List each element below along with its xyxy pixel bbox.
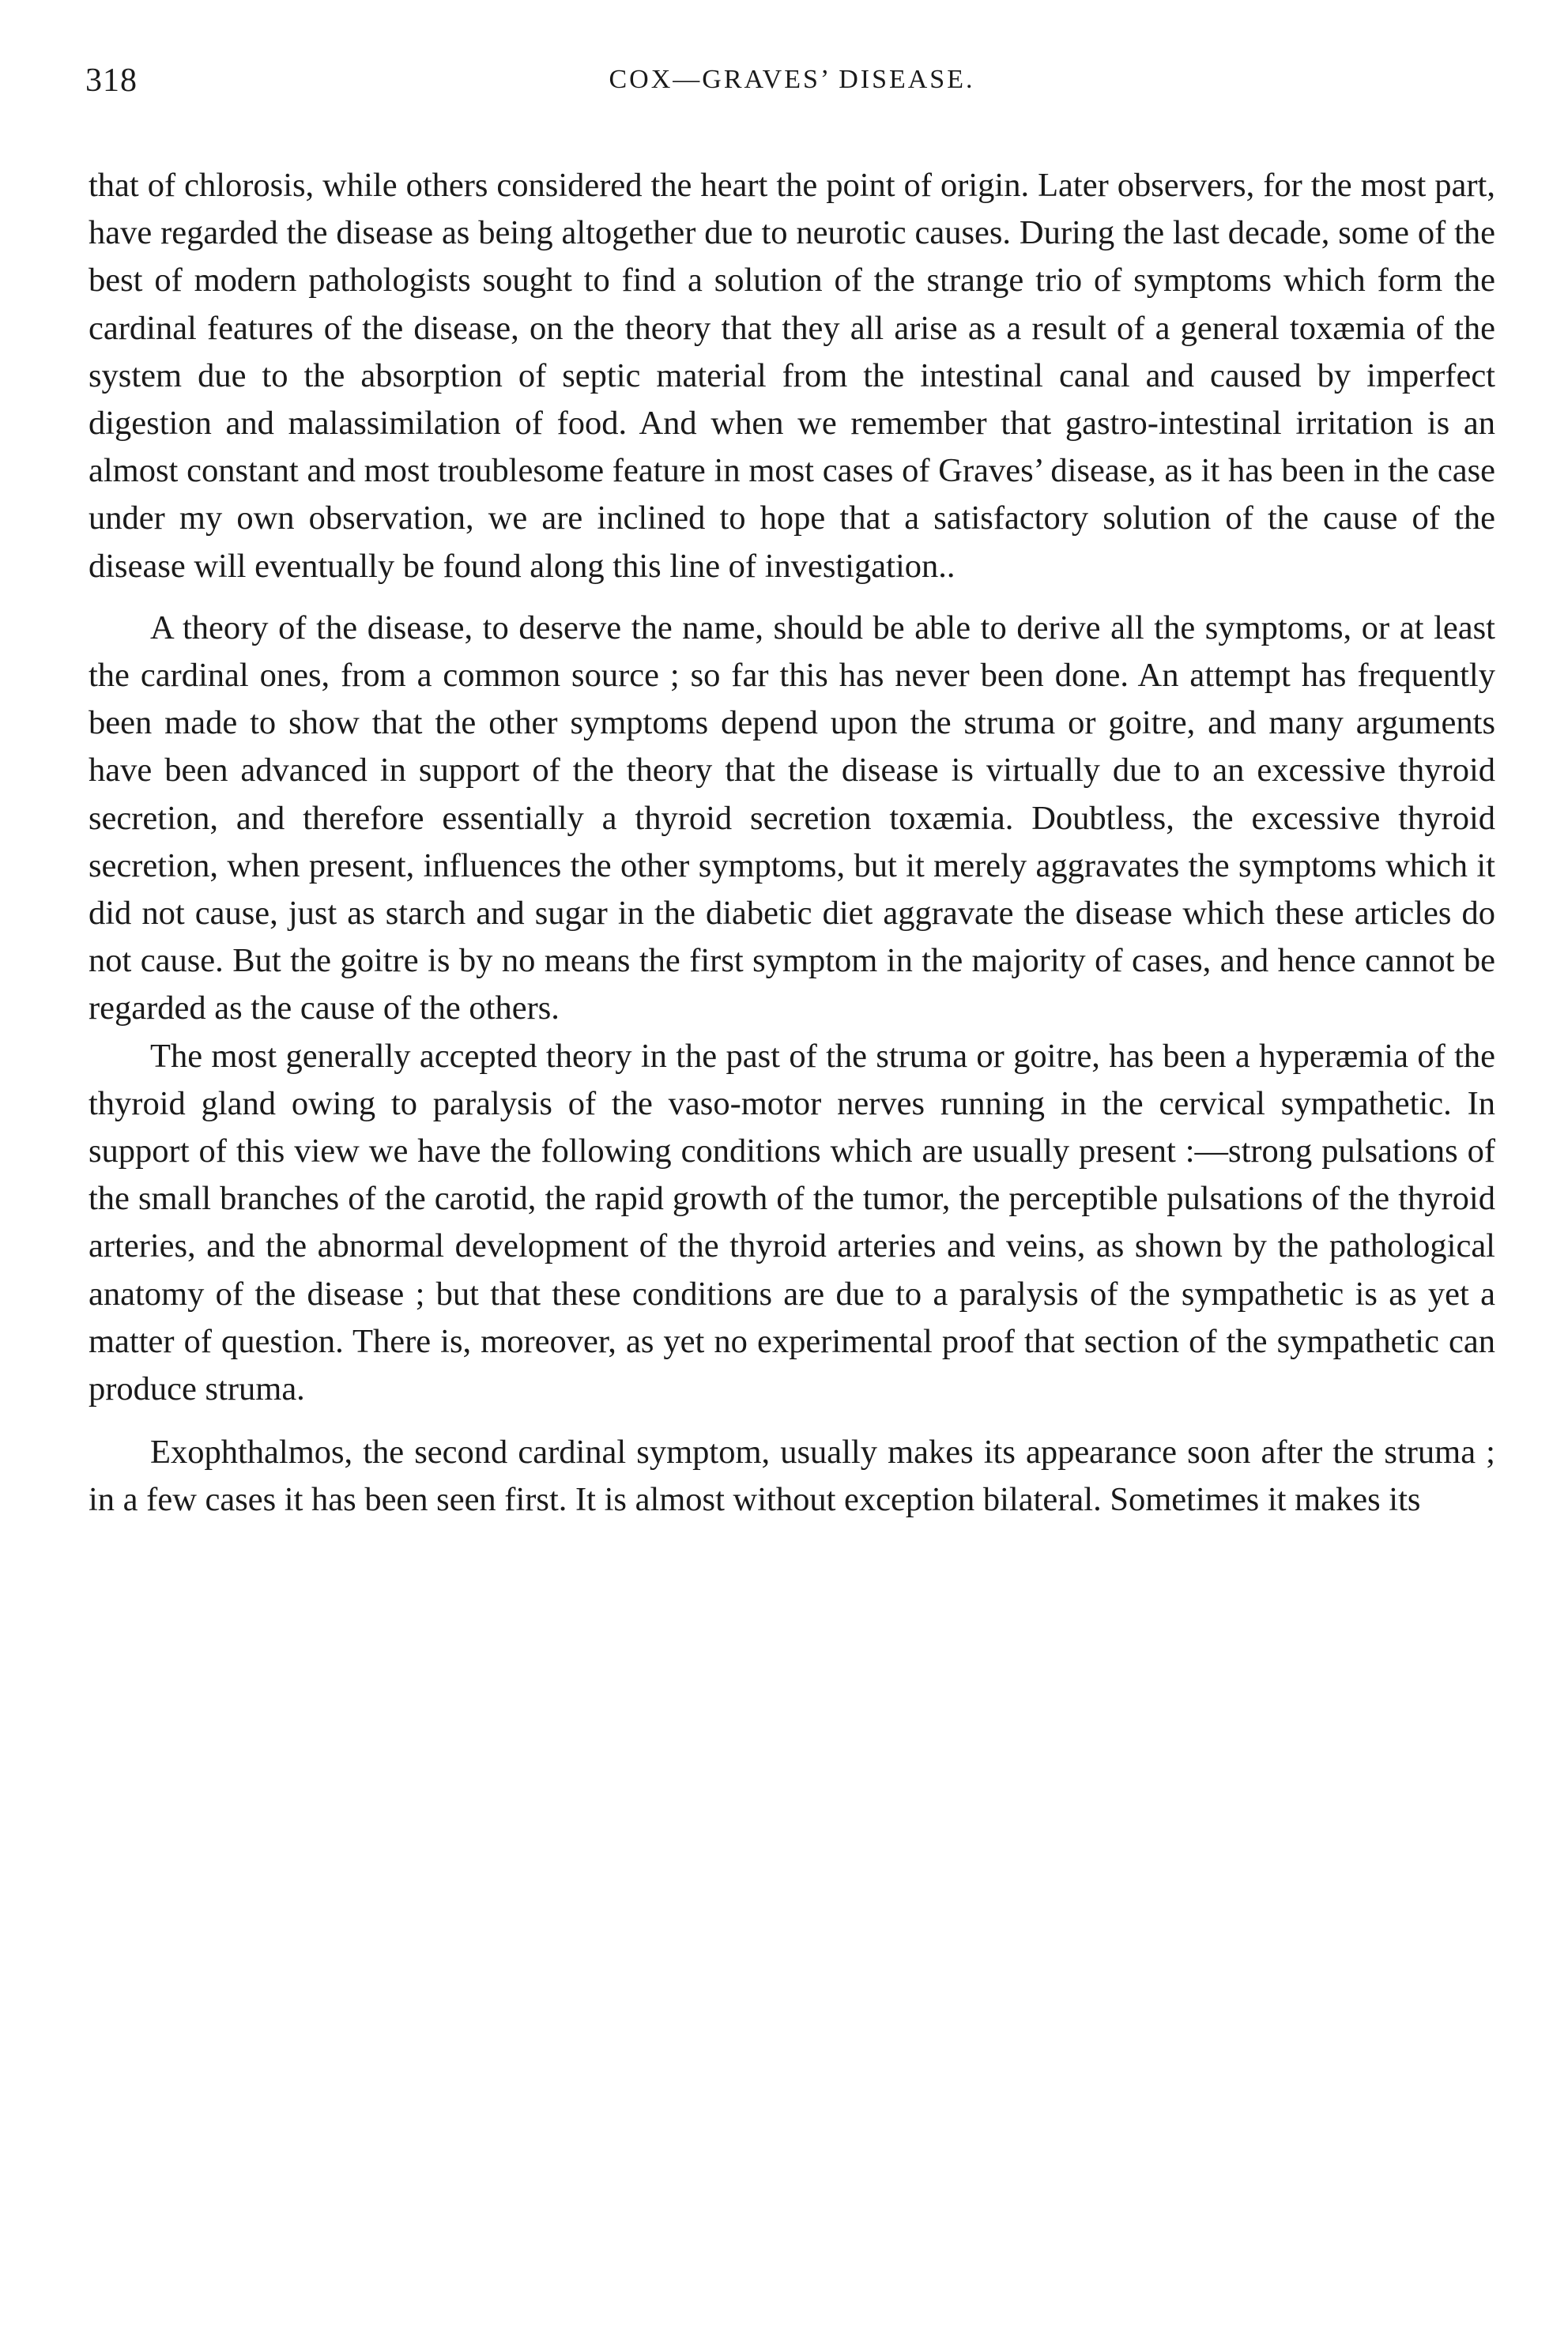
page-header [85,62,1495,109]
paragraph-theory: A theory of the disease, to deserve the name, should be able to derive all the symptoms, or at least the cardinal ones, from a common source ; so far this has never been done. An attempt has frequently been made to show that the other symptoms depend upon the struma or goitre, and many arguments have been advanced in support of the theory that the disease is virtually due to an excessive thyroid secretion, and therefore essentially a thyroid secretion toxæmia. Doubtless, the excessive thyroid secretion, when present, influences the other symptoms, but it merely aggravates the symptoms which it did not cause, just as starch and sugar in the diabetic diet aggravate the disease which these articles do not cause. But the goitre is by no means the first symptom in the majority of cases, and hence cannot be regarded as the cause of the others. [89,609,1495,1027]
paragraph-exophthalmos: Exophthalmos, the second cardinal symptom, usually makes its appearance soon after the struma ; in a few cases it has been seen first. It is almost without exception bilateral. Sometimes it makes its [89,1434,1495,1519]
book-page [85,0,1495,2344]
page-number: 318 [85,62,138,99]
body-text [89,162,1495,1524]
running-head: COX—GRAVES’ DISEASE. [609,65,975,94]
paragraph-continued: that of chlorosis, while others considered the heart the point of origin. Later observers, for the most part, have regarded the disease as being altogether due to neurotic causes. During the last decade, some of the best of modern pathologists sought to find a solution of the strange trio of symptoms which form the cardinal features of the disease, on the theory that they all arise as a result of a general toxæmia of the system due to the absorption of septic material from the intestinal canal and caused by imperfect digestion and malassimilation of food. And when we remember that gastro-intestinal irritation is an almost constant and most troublesome feature in most cases of Graves’ disease, as it has been in the case under my own observation, we are inclined to hope that a satisfactory solution of the cause of the disease will eventually be found along this line of investigation.. [89,167,1495,585]
paragraph-goitre: The most generally accepted theory in the past of the struma or goitre, has been a hyperæmia of the thyroid gland owing to paralysis of the vaso-motor nerves running in the cervical sympathetic. In support of this view we have the following conditions which are usually present :—strong pulsations of the small branches of the carotid, the rapid growth of the tumor, the perceptible pulsations of the thyroid arteries, and the abnormal development of the thyroid arteries and veins, as shown by the pathological anatomy of the disease ; but that these conditions are due to a paralysis of the sympathetic is as yet a matter of question. There is, moreover, as yet no experimental proof that section of the sympathetic can produce struma. [89,1037,1495,1408]
